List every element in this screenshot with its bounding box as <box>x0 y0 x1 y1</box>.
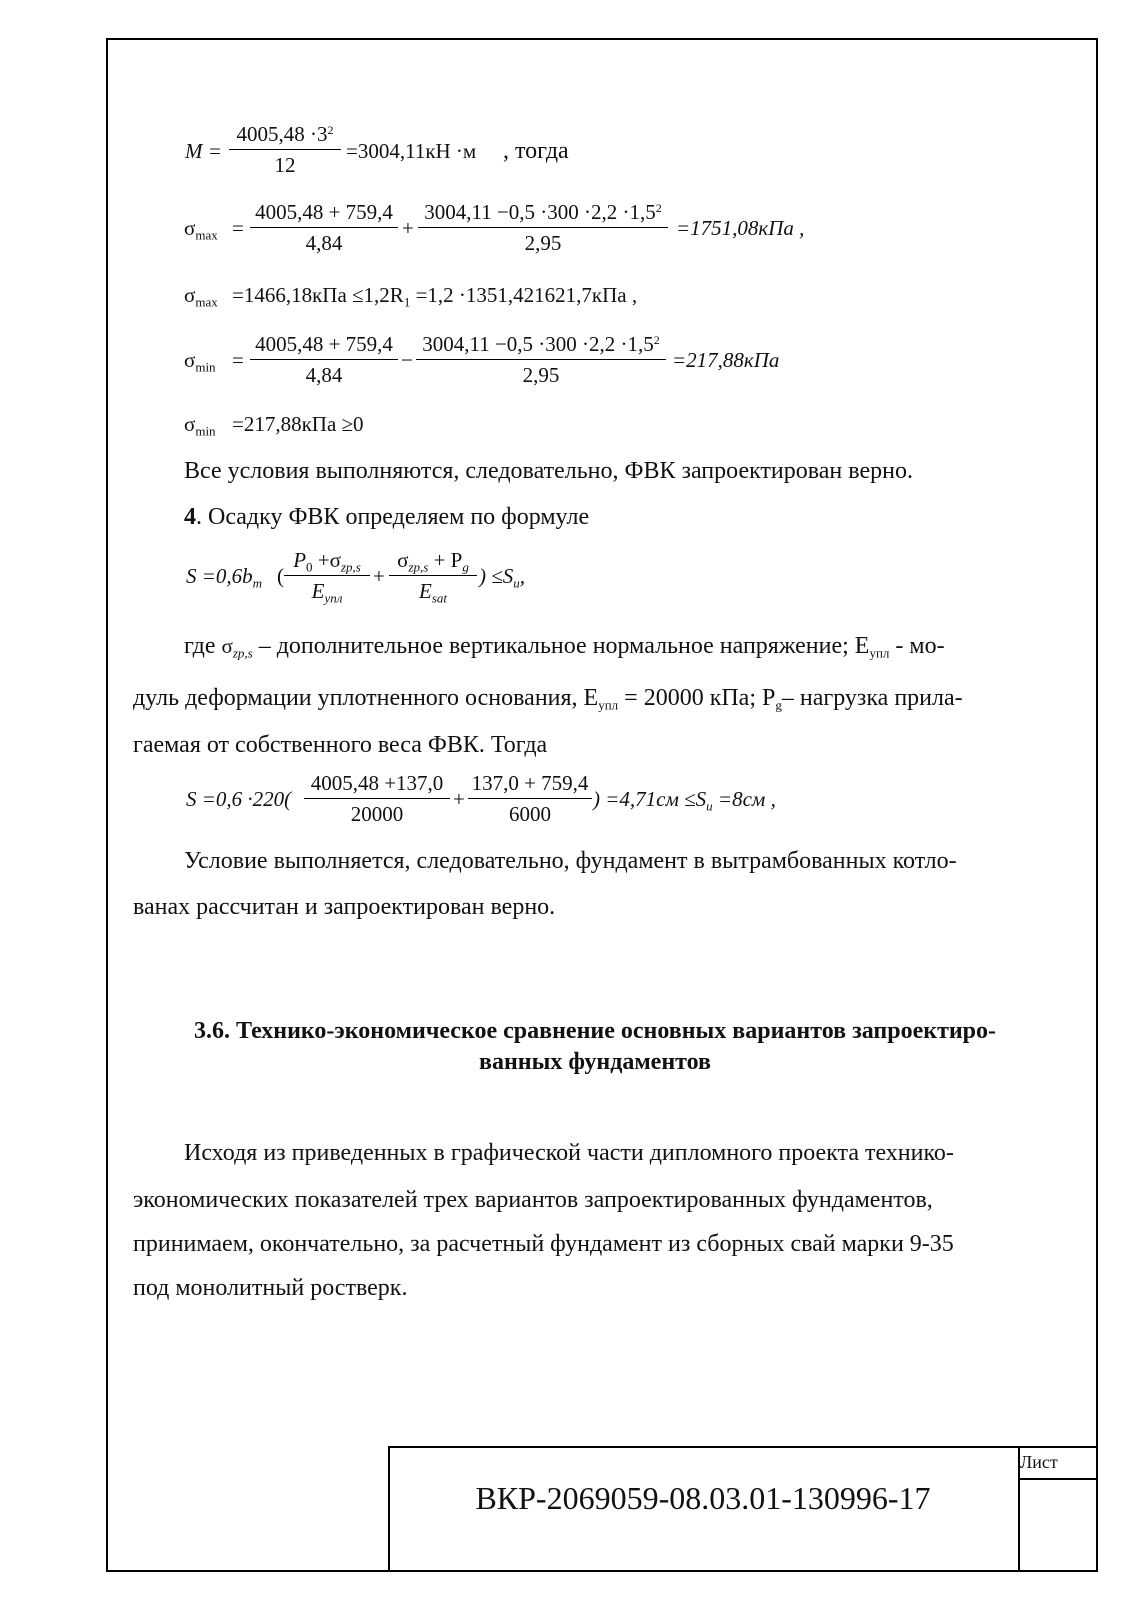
section-heading <box>140 1016 1050 1078</box>
formula-lhs: $S =0,6b_m$ <box>186 564 263 591</box>
body-line-4: под монолитный ростверк. <box>133 1275 408 1301</box>
formula-tail: , тогда <box>503 138 569 164</box>
fraction: $4005,48 \cdot 3^2$ 12 <box>229 124 341 176</box>
fraction: 4005,48 + 759,4 4,84 <box>250 334 398 386</box>
formula-result: =3004,11кН ·м <box>346 139 477 163</box>
step-4-line: 4. Осадку ФВК определяем по формуле <box>184 504 590 530</box>
heading-line-1: 3.6. Технико-экономическое сравнение основных вариантов запроектиро- <box>193 1018 997 1044</box>
sigma-symbol: $\sigma_{max}$ <box>184 283 218 310</box>
paren-open: ( <box>277 564 284 588</box>
operator: + <box>402 216 414 240</box>
condition-line-2: ванах рассчитан и запроектирован верно. <box>133 894 556 920</box>
body-line-1: Исходя из приведенных в графической части дипломного проекта технико- <box>184 1140 954 1166</box>
sigma-symbol: $\sigma_{max}$ <box>184 216 218 243</box>
operator: + <box>453 787 465 811</box>
fraction: $\sigma_{zp,s} + P_g$ $E_{sat}$ <box>389 550 477 602</box>
condition-line-1: Условие выполняется, следовательно, фундамент в вытрамбованных котло- <box>184 848 957 874</box>
formula-result: ) $=4,71см \le S_u =8см$ , <box>593 787 776 814</box>
fraction: $P_0 +\sigma_{zp,s}$ $E_{упл}$ <box>284 550 370 602</box>
sheet-divider <box>1018 1478 1098 1480</box>
sigma-symbol: $\sigma_{min}$ <box>184 348 216 375</box>
fraction: 4005,48 + 759,4 4,84 <box>250 202 398 254</box>
document-code: ВКР-2069059-08.03.01-130996-17 <box>475 1480 931 1516</box>
where-line-2: дуль деформации уплотненного основания, Еупл = 20000 кПа; Pg– нагрузка прила- <box>133 685 963 713</box>
fraction: 137,0 + 759,4 6000 <box>468 773 592 825</box>
where-line: где σzp,s – дополнительное вертикальное нормальное напряжение; Еупл - мо- <box>184 633 945 661</box>
body-line-2: экономических показателей трех вариантов запроектированных фундаментов, <box>133 1187 933 1213</box>
formula-result: =217,88кПа <box>672 348 780 372</box>
operator: − <box>401 348 413 372</box>
body-line-3: принимаем, окончательно, за расчетный фундамент из сборных свай марки 9-35 <box>133 1231 954 1257</box>
heading-line-2: ванных фундаментов <box>479 1049 711 1076</box>
formula-rhs: ) $\le S_u$, <box>479 564 526 591</box>
paragraph-conclusion: Все условия выполняются, следовательно, ФВК запроектирован верно. <box>184 458 913 484</box>
operator: + <box>373 564 385 588</box>
formula-lhs: M = <box>185 139 222 163</box>
formula-lhs: S =0,6 ·220( <box>186 787 292 811</box>
equals-sign: = <box>232 348 244 372</box>
sheet-label: Лист <box>1020 1452 1058 1472</box>
fraction: 4005,48 +137,0 20000 <box>304 773 450 825</box>
formula-body: =217,88кПа ≥0 <box>232 412 364 436</box>
formula-result: =1751,08кПа , <box>676 216 805 240</box>
fraction: $3004,11 -0,5 \cdot 300 \cdot 2,2 \cdot 1,5^2$ 2,95 <box>418 202 668 254</box>
formula-body: $=1466,18кПа \le 1,2R_1 =1,2 \cdot 1351,421621,7кПа$ , <box>232 283 638 310</box>
fraction: $3004,11 -0,5 \cdot 300 \cdot 2,2 \cdot 1,5^2$ 2,95 <box>416 334 666 386</box>
sigma-symbol: $\sigma_{min}$ <box>184 412 216 439</box>
equals-sign: = <box>232 216 244 240</box>
where-line-3: гаемая от собственного веса ФВК. Тогда <box>133 732 548 758</box>
